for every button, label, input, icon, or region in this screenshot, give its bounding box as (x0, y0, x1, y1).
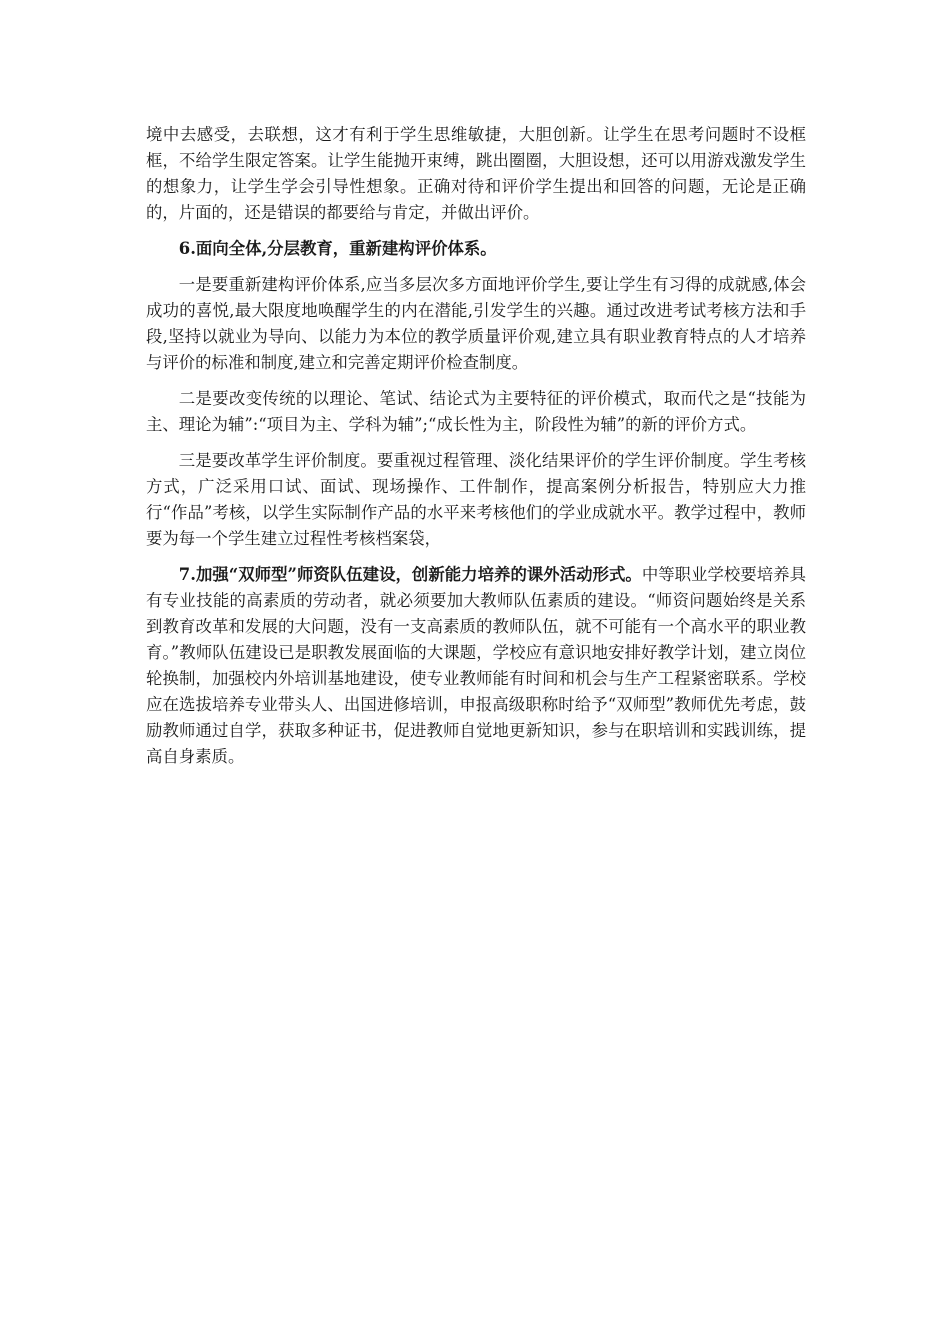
section-7-paragraph (146, 562, 806, 770)
section-6-heading: 6.面向全体,分层教育，重新建构评价体系。 (178, 239, 497, 258)
intro-paragraph: 境中去感受，去联想，这才有利于学生思维敏捷，大胆创新。让学生在思考问题时不设框框，不给学生限定答案。让学生能抛开束缚，跳出圈圈，大胆设想，还可以用游戏激发学生的想象力，让学生学会引导性想象。正确对待和评价学生提出和回答的问题，无论是正确的，片面的，还是错误的都要给与肯定，并做出评价。 (146, 125, 806, 222)
section-7-heading: 7.加强“双师型”师资队伍建设，创新能力培养的课外活动形式。 (178, 565, 642, 584)
section-6-paragraph-2: 二是要改变传统的以理论、笔试、结论式为主要特征的评价模式，取而代之是“技能为主、理论为辅”:“项目为主、学科为辅”;“成长性为主，阶段性为辅”的新的评价方式。 (146, 389, 806, 434)
section-6-paragraph-3: 三是要改革学生评价制度。要重视过程管理、淡化结果评价的学生评价制度。学生考核方式，广泛采用口试、面试、现场操作、工件制作，提高案例分析报告，特别应大力推行“作品”考核，以学生实际制作产品的水平来考核他们的学业成就水平。教学过程中，教师要为每一个学生建立过程性考核档案袋， (146, 451, 806, 548)
section-6-paragraph-1: 一是要重新建构评价体系,应当多层次多方面地评价学生,要让学生有习得的成就感,体会成功的喜悦,最大限度地唤醒学生的内在潜能,引发学生的兴趣。通过改进考试考核方法和手段,坚持以就业为导向、以能力为本位的教学质量评价观,建立具有职业教育特点的人才培养与评价的标准和制度,建立和完善定期评价检查制度。 (146, 275, 806, 372)
section-7-text: 中等职业学校要培养具有专业技能的高素质的劳动者，就必须要加大教师队伍素质的建设。“师资问题始终是关系到教育改革和发展的大问题，没有一支高素质的教师队伍，就不可能有一个高水平的职业教育。”教师队伍建设已是职教发展面临的大课题，学校应有意识地安排好教学计划，建立岗位轮换制，加强校内外培训基地建设，使专业教师能有时间和机会与生产工程紧密联系。学校应在选拔培养专业带头人、出国进修培训，申报高级职称时给予“双师型”教师优先考虑，鼓励教师通过自学，获取多种证书，促进教师自觉地更新知识，参与在职培训和实践训练，提高自身素质。 (146, 565, 806, 766)
document-body (146, 122, 806, 780)
